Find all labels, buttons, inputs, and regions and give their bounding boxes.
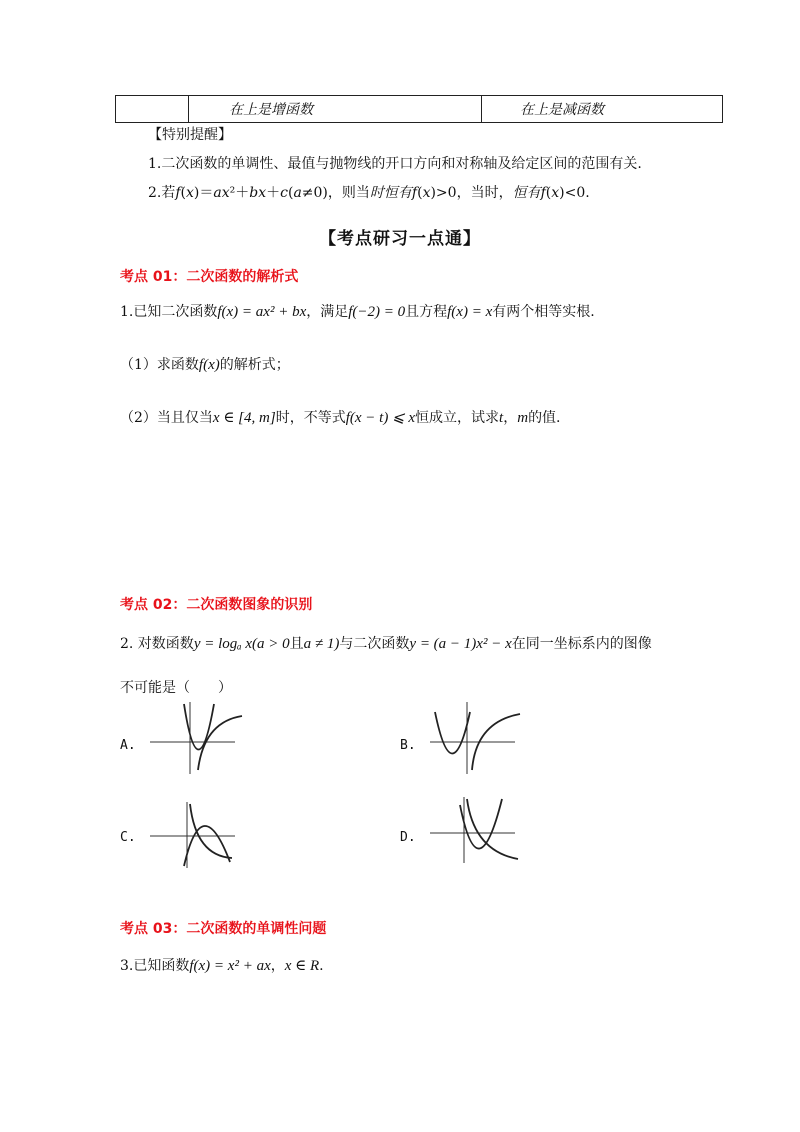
q2-text: 2. 对数函数y = logₐ x(a > 0且a ≠ 1)与二次函数y = (a − 1)x² − x在同一坐标系内的图像 bbox=[120, 636, 652, 652]
reminder-item-2: 2.若f(x)＝ax²＋bx＋c(a≠0)，则当时恒有f(x)>0，当时，恒有f(x)<0. bbox=[148, 185, 590, 201]
option-d-label[interactable]: D. bbox=[400, 830, 416, 845]
option-b-label[interactable]: B. bbox=[400, 738, 416, 753]
q1-text: 1.已知二次函数f(x) = ax² + bx，满足f(−2) = 0且方程f(x) = x有两个相等实根. bbox=[120, 304, 595, 320]
q1-part1: （1）求函数f(x)的解析式； bbox=[120, 357, 290, 373]
q2-line2: 不可能是（ ） bbox=[120, 680, 232, 696]
table-cell-empty bbox=[116, 96, 189, 123]
option-b-graph[interactable] bbox=[430, 700, 525, 775]
parabola-curve bbox=[435, 712, 470, 754]
log-curve bbox=[198, 716, 242, 770]
option-a-label[interactable]: A. bbox=[120, 738, 136, 753]
option-c-label[interactable]: C. bbox=[120, 830, 136, 845]
option-c-graph[interactable] bbox=[150, 800, 245, 870]
q1-condition: f(−2) = 0 bbox=[348, 304, 406, 320]
reminder-item-1: 1.二次函数的单调性、最值与抛物线的开口方向和对称轴及给定区间的范围有关. bbox=[148, 156, 642, 172]
option-a-graph[interactable] bbox=[150, 700, 245, 775]
k2-title: 考点 02：二次函数图象的识别 bbox=[120, 597, 313, 613]
q1-part2: （2）当且仅当x ∈ [4, m]时，不等式f(x − t) ⩽ x恒成立，试求t，m的值. bbox=[120, 410, 561, 426]
table-cell-increasing: 在上是增函数 bbox=[189, 96, 482, 123]
parabola-curve bbox=[184, 826, 230, 866]
parabola-curve bbox=[184, 704, 214, 750]
table-cell-decreasing: 在上是减函数 bbox=[482, 96, 723, 123]
reminder-title: 【特别提醒】 bbox=[148, 127, 232, 143]
q1-equation: f(x) = x bbox=[447, 304, 493, 320]
parabola-curve bbox=[460, 799, 502, 849]
q1-function: f(x) = ax² + bx bbox=[217, 304, 307, 320]
table-row bbox=[116, 96, 723, 123]
k3-title: 考点 03：二次函数的单调性问题 bbox=[120, 921, 327, 937]
section-heading: 【考点研习一点通】 bbox=[319, 229, 481, 249]
k1-title: 考点 01：二次函数的解析式 bbox=[120, 269, 299, 285]
option-d-graph[interactable] bbox=[430, 795, 525, 865]
property-table bbox=[115, 95, 723, 123]
q3-text: 3.已知函数f(x) = x² + ax，x ∈ R. bbox=[120, 958, 324, 974]
